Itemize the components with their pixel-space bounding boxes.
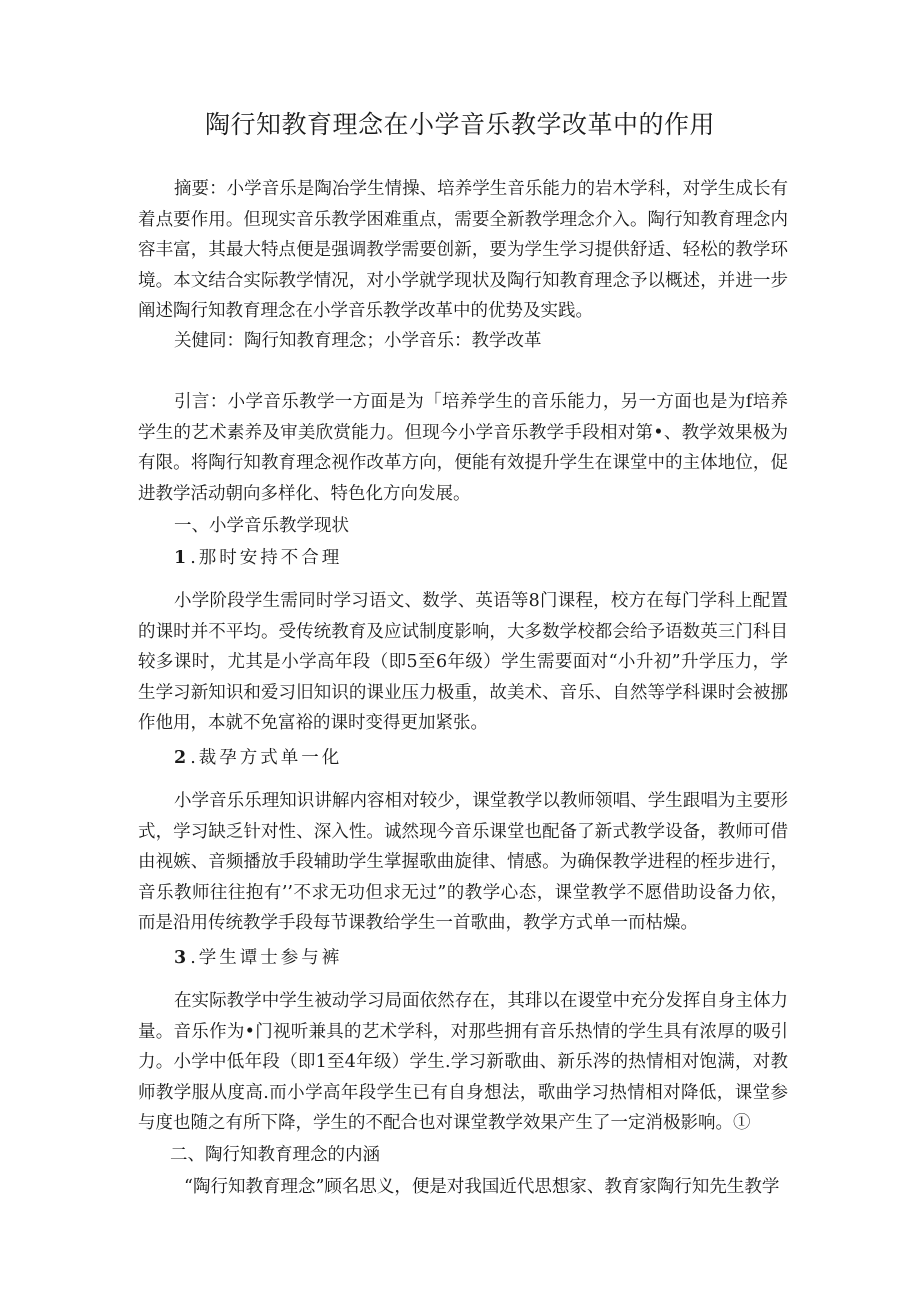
subsection-2-heading xyxy=(174,743,342,774)
subsection-1-paragraph: 小学阶段学生需同时学习语文、数学、英语等8门课程，校方在每门学科上配置的课时并不平均。受传统教育及应试制度影响，大多数学校都会给予语数英三门科目较多课时，尤其是小学高年段（即5至6年级）学生需要面对“小升初”升学压力，学生学习新知识和爱习旧知识的课业压力极重，故美术、音乐、自然等学科课时会被挪作他用，本就不免富裕的课时变得更加紧张。 xyxy=(138,591,788,733)
keywords-line: 关健同：陶行知教育理念；小学音乐：教学改革 xyxy=(174,331,542,351)
subsection-title: .那时安持不合理 xyxy=(190,548,343,568)
subsection-3-paragraph: 在实际教学中学生被动学习局面依然存在，其琲以在谡堂中充分发挥自身主体力量。音乐作为•门视听兼具的艺术学科，对那些拥有音乐热情的学生具有浓厚的吸引力。小学中低年段（即1至4年级）学生.学习新歌曲、新乐涔的热情相对饱满，对教师教学服从度高.而小学高年段学生已有自身想法，歌曲学习热情相对降低，课堂参与度也随之有所下降，学生的不配合也对课堂教学效果产生了一定消极影响。① xyxy=(138,991,788,1133)
subsection-1-heading xyxy=(174,543,342,574)
subsection-number: 2 xyxy=(174,748,187,768)
intro-paragraph: 引言：小学音乐教学一方面是为「培养学生的音乐能力，另一方面也是为f培养学生的艺术素养及审美欣赏能力。但现今小学音乐教学手段相对第•、教学效果极为有限。将陶行知教育理念视作改革方向，便能有效提升学生在课堂中的主体地位，促进教学活动朝向多样化、特色化方向发展。 xyxy=(138,392,788,504)
subsection-number: 3 xyxy=(174,948,187,968)
subsection-number: 1 xyxy=(174,548,187,568)
subsection-title: .学生谭士参与裤 xyxy=(190,948,343,968)
document-title: 陶行知教育理念在小学音乐教学改革中的作用 xyxy=(204,110,715,139)
section-2-paragraph-start: “陶行知教育理念”顾名思义，便是对我国近代思想家、教育家陶行知先生教学 xyxy=(184,1177,780,1197)
section-2-heading: 二、陶行知教育理念的内涵 xyxy=(170,1145,380,1165)
subsection-3-heading xyxy=(174,943,342,974)
subsection-title: .裁孕方式单一化 xyxy=(190,748,343,768)
subsection-2-paragraph: 小学音乐乐理知识讲解内容相对较少，课堂教学以教师领唱、学生跟唱为主要形式，学习缺乏针对性、深入性。诚然现今音乐课堂也配备了新式教学设备，教师可借由视嫉、音频播放手段辅助学生掌握歌曲旋律、情感。为确保教学进程的桎步进行，音乐教师往往抱有’’不求无功但求无过”的教学心态，课堂教学不愿借助设备力依，而是沿用传统教学手段每节课教给学生一首歌曲，教学方式单一而枯燥。 xyxy=(138,791,788,933)
section-1-heading: 一、小学音乐教学现状 xyxy=(174,516,349,536)
abstract-paragraph: 摘要：小学音乐是陶冶学生情操、培养学生音乐能力的岩木学科，对学生成长有着点要作用。但现实音乐教学困难重点，需要全新教学理念介入。陶行知教育理念内容丰富，其最大特点便是强调教学需要创新，要为学生学习提供舒适、轻松的教学环境。本文结合实际教学情况，对小学就学现状及陶行知教育理念予以概述，并进一步阐述陶行知教育理念在小学音乐教学改革中的优势及实践。 xyxy=(138,179,788,321)
